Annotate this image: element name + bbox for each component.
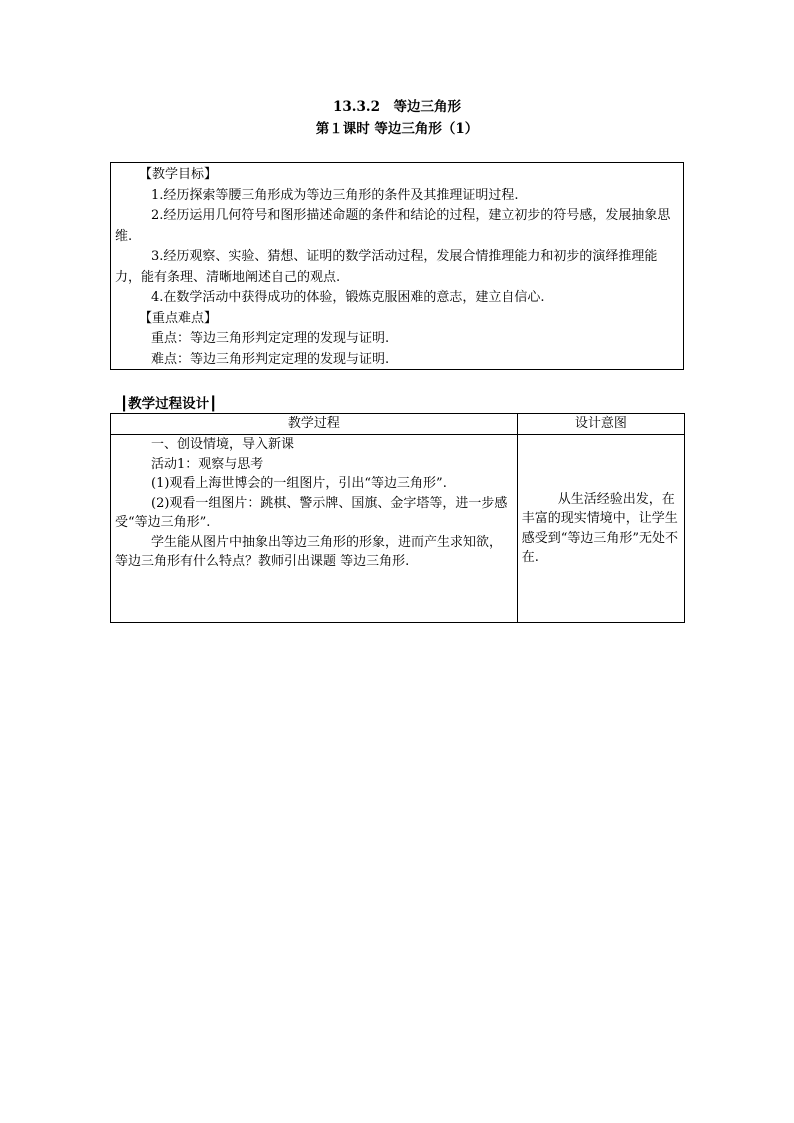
title-block (0, 96, 794, 140)
process-line: 活动1：观察与思考 (151, 456, 264, 472)
difficult-point: 难点：等边三角形判定定理的发现与证明. (151, 351, 390, 367)
header-process: 教学过程 (111, 414, 518, 435)
intent-text: 从生活经验出发，在丰富的现实情境中，让学生感受到“等边三角形”无处不在. (521, 491, 679, 565)
objective-item: 3.经历观察、实验、猜想、证明的数学活动过程，发展合情推理能力和初步的演绎推理能力，能有条理、清晰地阐述自己的观点. (115, 249, 658, 285)
key-points-heading: 【重点难点】 (139, 310, 218, 326)
process-line: 一、创设情境，导入新课 (151, 437, 295, 452)
objective-item: 1.经历探索等腰三角形成为等边三角形的条件及其推理证明过程. (151, 187, 519, 203)
objective-item: 2.经历运用几何符号和图形描述命题的条件和结论的过程，建立初步的符号感，发展抽象思维. (115, 208, 671, 244)
objective-item: 4.在数学活动中获得成功的体验，锻炼克服困难的意志，建立自信心. (151, 290, 545, 305)
table-row (111, 435, 685, 623)
process-cell (111, 435, 518, 623)
process-design-heading: ┃教学过程设计┃ (120, 396, 218, 412)
lesson-title: 第１课时 等边三角形（1） (315, 121, 479, 137)
key-point: 重点：等边三角形判定定理的发现与证明. (151, 331, 390, 346)
process-line: (2)观看一组图片：跳棋、警示牌、国旗、金字塔等，进一步感受“等边三角形”. (115, 495, 508, 530)
table-header-row (111, 414, 685, 435)
header-intent: 设计意图 (517, 414, 684, 435)
section-title: 13.3.2 等边三角形 (333, 99, 461, 115)
process-line: (1)观看上海世博会的一组图片，引出“等边三角形”. (151, 476, 447, 491)
objectives-box (110, 162, 684, 370)
process-table (110, 413, 685, 623)
objectives-heading: 【教学目标】 (139, 167, 218, 182)
intent-cell (517, 435, 684, 623)
process-line: 学生能从图片中抽象出等边三角形的形象，进而产生求知欲，等边三角形有什么特点？教师引出课题 等边三角形. (115, 534, 503, 569)
